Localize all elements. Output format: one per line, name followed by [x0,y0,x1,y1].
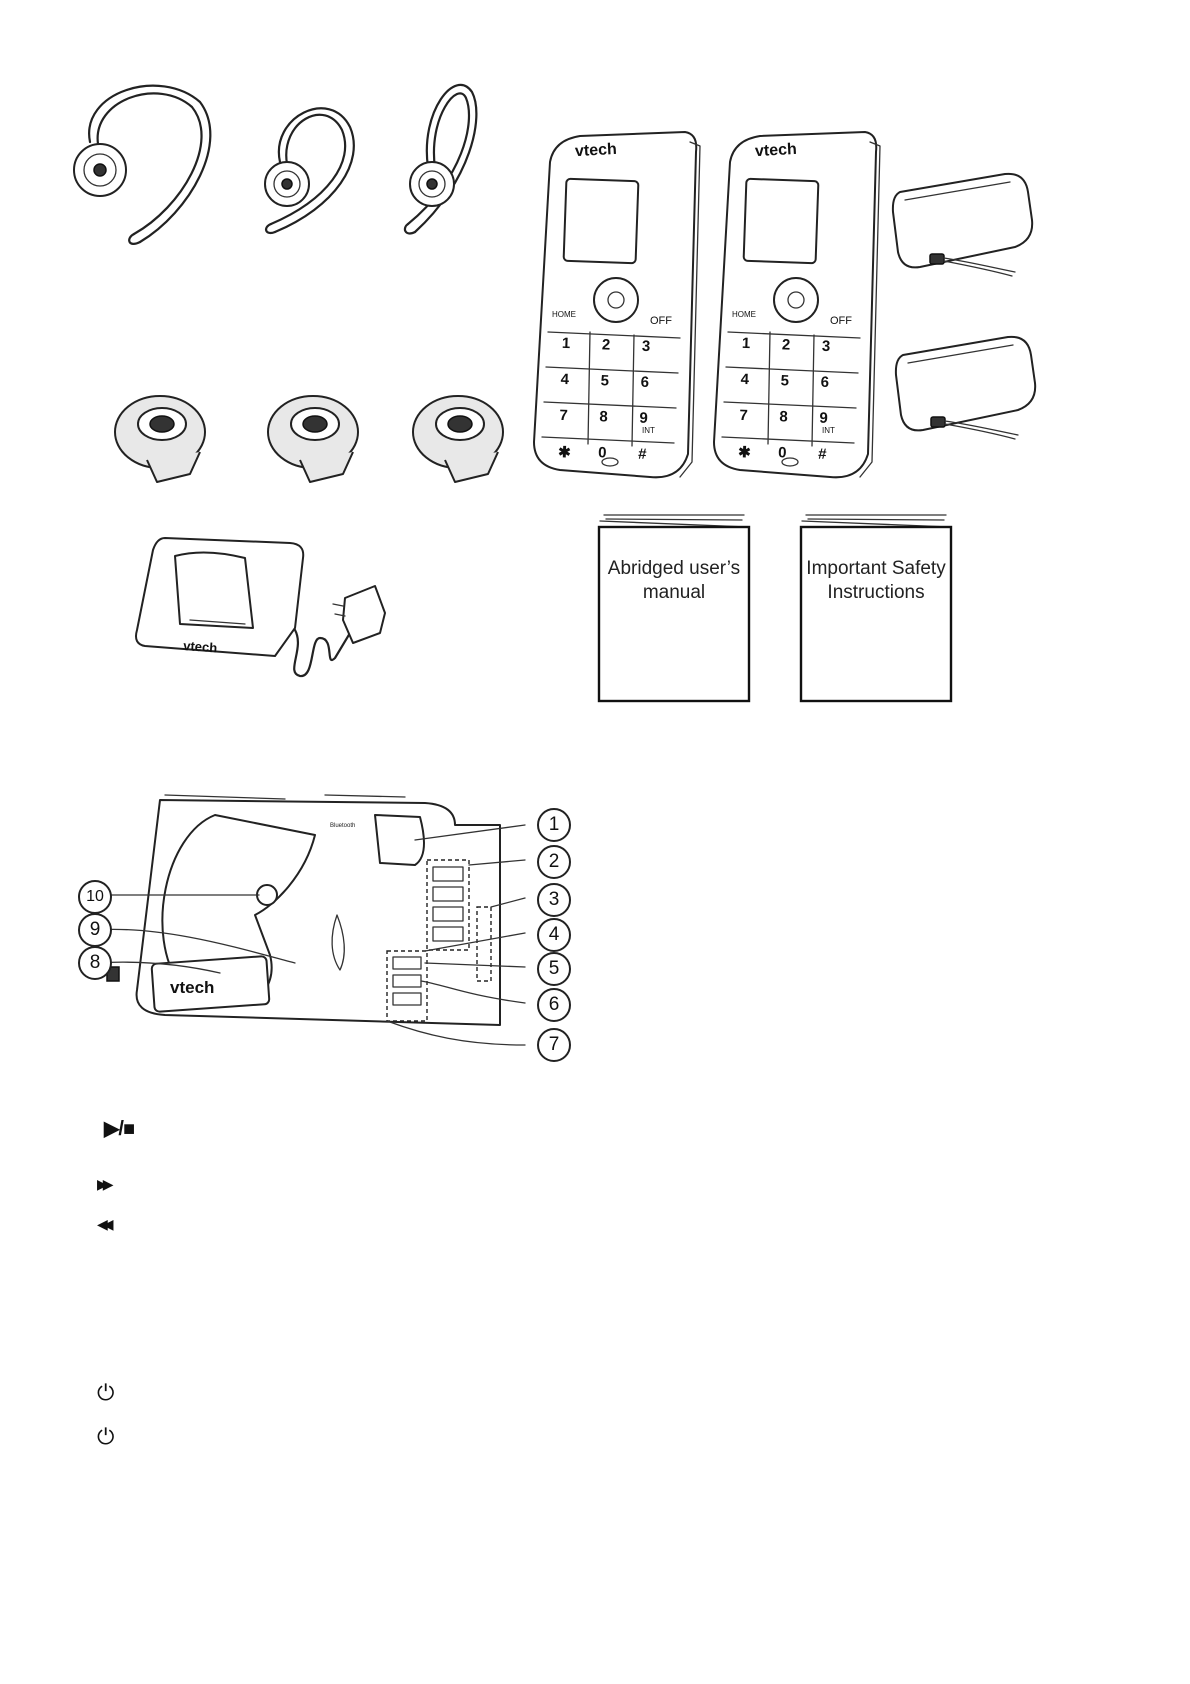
key: 7 [559,406,569,425]
key: 1 [741,334,751,353]
callout-6: 6 [537,988,571,1022]
handset-off-label: OFF [830,315,852,327]
base-bluetooth-label: Bluetooth [330,823,356,829]
key: 3 [821,337,831,356]
cordless-handset-2 [710,132,885,482]
booklet-abridged-manual [598,515,750,702]
base-unit-diagram [125,795,565,1045]
battery-pack-1 [890,172,1040,287]
handset-int-label: INT [822,426,835,435]
ear-tip-3 [410,392,515,484]
key: 8 [599,408,609,426]
charger-logo: vtech [182,638,218,656]
callout-9: 9 [78,913,112,947]
key: 2 [601,336,611,354]
ear-hook-medium [255,92,385,252]
key: 4 [740,370,750,389]
handset-logo: vtech [574,140,618,161]
booklet-title: Important Safety Instructions [806,558,946,603]
callout-8: 8 [78,946,112,980]
callout-2: 2 [537,845,571,879]
rewind-icon: ◀◀ [97,1215,109,1232]
key: ✱ [737,443,752,462]
fast-forward-icon: ▶▶ [97,1175,109,1192]
key: 2 [781,336,791,354]
key: # [637,445,647,463]
key: 5 [780,372,790,390]
handset-logo: vtech [754,140,798,161]
handset-home-label: HOME [552,310,576,319]
handset-keypad [558,335,682,465]
base-logo: vtech [170,978,215,997]
callout-3: 3 [537,883,571,917]
key: 4 [560,370,570,389]
key: ✱ [557,443,572,462]
key: 8 [779,408,789,426]
booklet-title: Abridged user’s manual [607,558,741,603]
power-icon: ⏻ [97,1424,115,1449]
ear-hook-small [400,72,520,252]
handset-home-label: HOME [732,310,756,319]
key: 5 [600,372,610,390]
callout-10: 10 [78,880,112,914]
callout-7: 7 [537,1028,571,1062]
callout-5: 5 [537,952,571,986]
key: 6 [820,373,830,391]
callout-1: 1 [537,808,571,842]
key: 9 [819,409,829,427]
power-icon: ⏻ [97,1380,115,1405]
key: 1 [561,334,571,353]
key: 9 [639,409,649,427]
booklet-safety-instructions [800,515,952,702]
callout-4: 4 [537,918,571,952]
key: # [817,445,827,463]
handset-int-label: INT [642,426,655,435]
key: 0 [597,444,607,462]
key: 0 [777,444,787,462]
ear-tip-1 [112,392,217,484]
ear-tip-2 [265,392,370,484]
handset-off-label: OFF [650,315,672,327]
play-stop-icon: ▶/■ [104,1117,135,1140]
handset-keypad [738,335,862,465]
key: 7 [739,406,749,425]
battery-pack-2 [893,335,1043,450]
ear-hook-large [70,72,230,257]
handset-charger [135,538,390,678]
cordless-handset-1 [530,132,705,482]
key: 6 [640,373,650,391]
key: 3 [641,337,651,356]
